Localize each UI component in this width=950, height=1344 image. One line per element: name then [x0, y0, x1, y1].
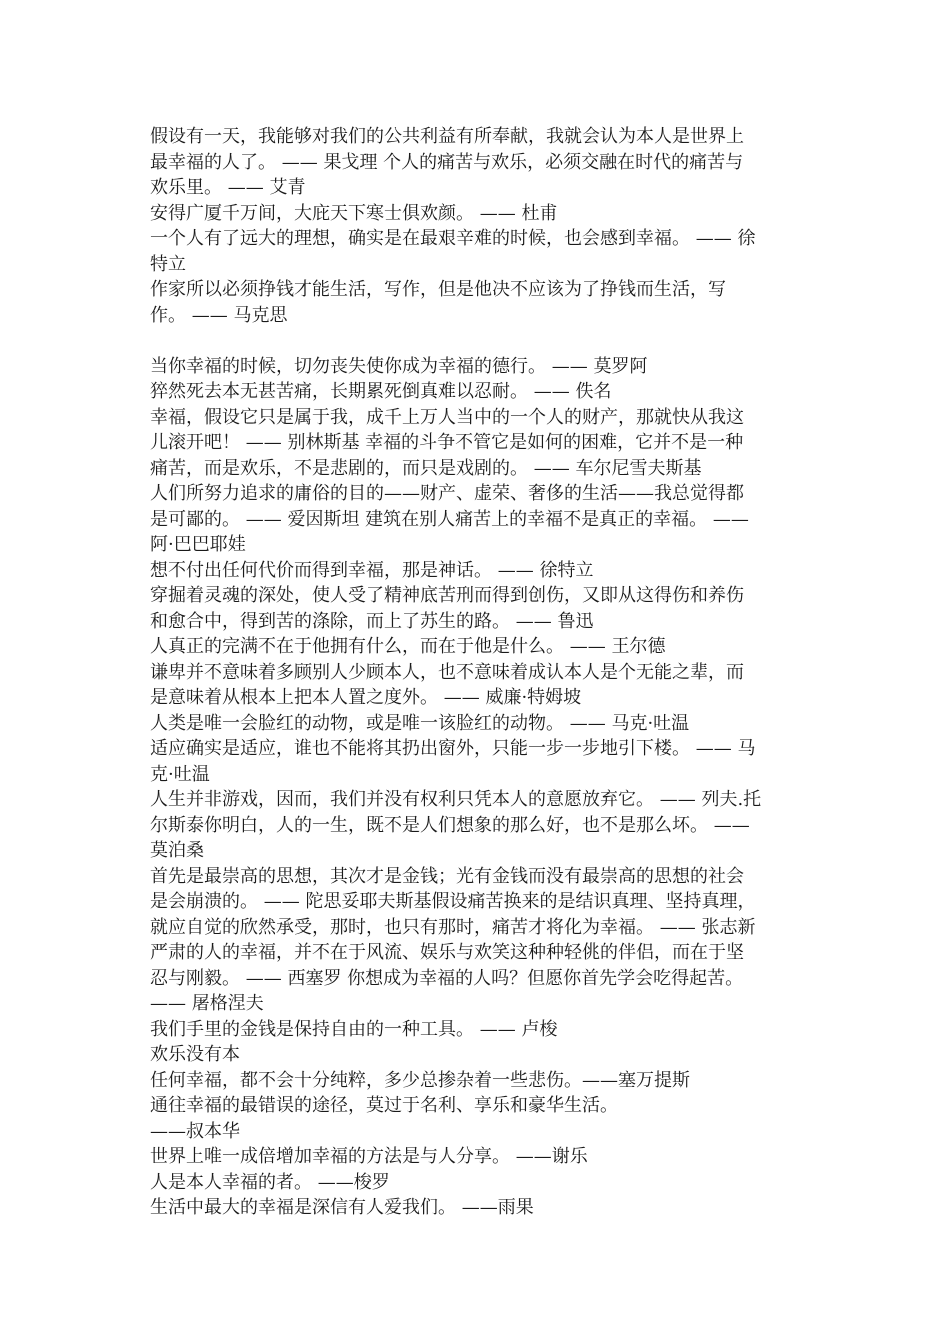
- text-line: 人真正的完满不在于他拥有什么，而在于他是什么。 —— 王尔德: [150, 636, 666, 657]
- text-line: 和愈合中，得到苦的涤除，而上了苏生的路。 —— 鲁迅: [150, 610, 594, 632]
- text-line: 儿滚开吧！ —— 别林斯基 幸福的斗争不管它是如何的困难，它并不是一种: [150, 432, 744, 453]
- text-line: 痛苦，而是欢乐，不是悲剧的，而只是戏剧的。 —— 车尔尼雪夫斯基: [150, 457, 702, 479]
- text-line: 生活中最大的幸福是深信有人爱我们。 ——雨果: [150, 1197, 534, 1218]
- paragraph-gap: [150, 328, 810, 354]
- text-line: 安得广厦千万间，大庇天下寒士俱欢颜。 —— 杜甫: [150, 202, 558, 224]
- text-line: 猝然死去本无甚苦痛，长期累死倒真难以忍耐。 —— 佚名: [150, 381, 612, 402]
- text-line: 作。 —— 马克思: [150, 304, 288, 326]
- text-line: 作家所以必须挣钱才能生活，写作，但是他决不应该为了挣钱而生活，写: [150, 279, 726, 300]
- text-line: —— 屠格涅夫: [150, 993, 264, 1014]
- text-line: 就应自觉的欣然承受，那时，也只有那时，痛苦才将化为幸福。 —— 张志新: [150, 916, 756, 938]
- text-line: 一个人有了远大的理想，确实是在最艰辛难的时候，也会感到幸福。 —— 徐: [150, 228, 756, 249]
- text-line: 阿·巴巴耶娃: [150, 534, 246, 555]
- text-line: 我们手里的金钱是保持自由的一种工具。 —— 卢梭: [150, 1018, 558, 1040]
- text-line: 幸福，假设它只是属于我，成千上万人当中的一个人的财产，那就快从我这: [150, 406, 744, 428]
- text-line: 克·吐温: [150, 763, 210, 785]
- document-body: [150, 124, 810, 1221]
- text-line: 假设有一天，我能够对我们的公共利益有所奉献，我就会认为本人是世界上: [150, 126, 744, 147]
- text-line: 当你幸福的时候，切勿丧失使你成为幸福的德行。 —— 莫罗阿: [150, 355, 648, 377]
- text-line: 特立: [150, 253, 186, 275]
- text-line: 是会崩溃的。 —— 陀思妥耶夫斯基假设痛苦换来的是结识真理、坚持真理，: [150, 891, 756, 912]
- text-line: 最幸福的人了。 —— 果戈理 个人的痛苦与欢乐，必须交融在时代的痛苦与: [150, 151, 744, 173]
- text-line: 尔斯泰你明白，人的一生，既不是人们想象的那么好，也不是那么坏。 ——: [150, 814, 750, 836]
- text-line: 欢乐没有本: [150, 1044, 240, 1065]
- text-line: 是可鄙的。 —— 爱因斯坦 建筑在别人痛苦上的幸福不是真正的幸福。 ——: [150, 508, 749, 530]
- text-line: 任何幸福，都不会十分纯粹，多少总掺杂着一些悲伤。——塞万提斯: [150, 1069, 690, 1091]
- text-line: 莫泊桑: [150, 840, 204, 861]
- text-line: 人是本人幸福的者。 ——梭罗: [150, 1171, 390, 1193]
- text-line: 严肃的人的幸福，并不在于风流、娱乐与欢笑这种种轻佻的伴侣，而在于坚: [150, 942, 744, 963]
- text-line: 适应确实是适应，谁也不能将其扔出窗外，只能一步一步地引下楼。 —— 马: [150, 738, 756, 759]
- text-line: 穿掘着灵魂的深处，使人受了精神底苦刑而得到创伤，又即从这得伤和养伤: [150, 585, 744, 606]
- text-line: 忍与刚毅。 —— 西塞罗 你想成为幸福的人吗？但愿你首先学会吃得起苦。: [150, 967, 744, 989]
- text-line: 世界上唯一成倍增加幸福的方法是与人分享。 ——谢乐: [150, 1146, 588, 1167]
- text-line: ——叔本华: [150, 1120, 240, 1142]
- text-line: 人类是唯一会脸红的动物，或是唯一该脸红的动物。 —— 马克·吐温: [150, 712, 690, 734]
- text-line: 首先是最崇高的思想，其次才是金钱；光有金钱而没有最崇高的思想的社会: [150, 865, 744, 887]
- text-line: 人生并非游戏，因而，我们并没有权利只凭本人的意愿放弃它。 —— 列夫.托: [150, 789, 762, 810]
- text-line: 通往幸福的最错误的途径，莫过于名利、享乐和豪华生活。: [150, 1095, 618, 1116]
- text-line: 谦卑并不意味着多顾别人少顾本人，也不意味着成认本人是个无能之辈，而: [150, 661, 744, 683]
- text-line: 欢乐里。 —— 艾青: [150, 177, 306, 198]
- text-line: 人们所努力追求的庸俗的目的——财产、虚荣、奢侈的生活——我总觉得都: [150, 483, 744, 504]
- text-line: 是意味着从根本上把本人置之度外。 —— 威廉·特姆坡: [150, 687, 582, 708]
- text-line: 想不付出任何代价而得到幸福，那是神话。 —— 徐特立: [150, 559, 594, 581]
